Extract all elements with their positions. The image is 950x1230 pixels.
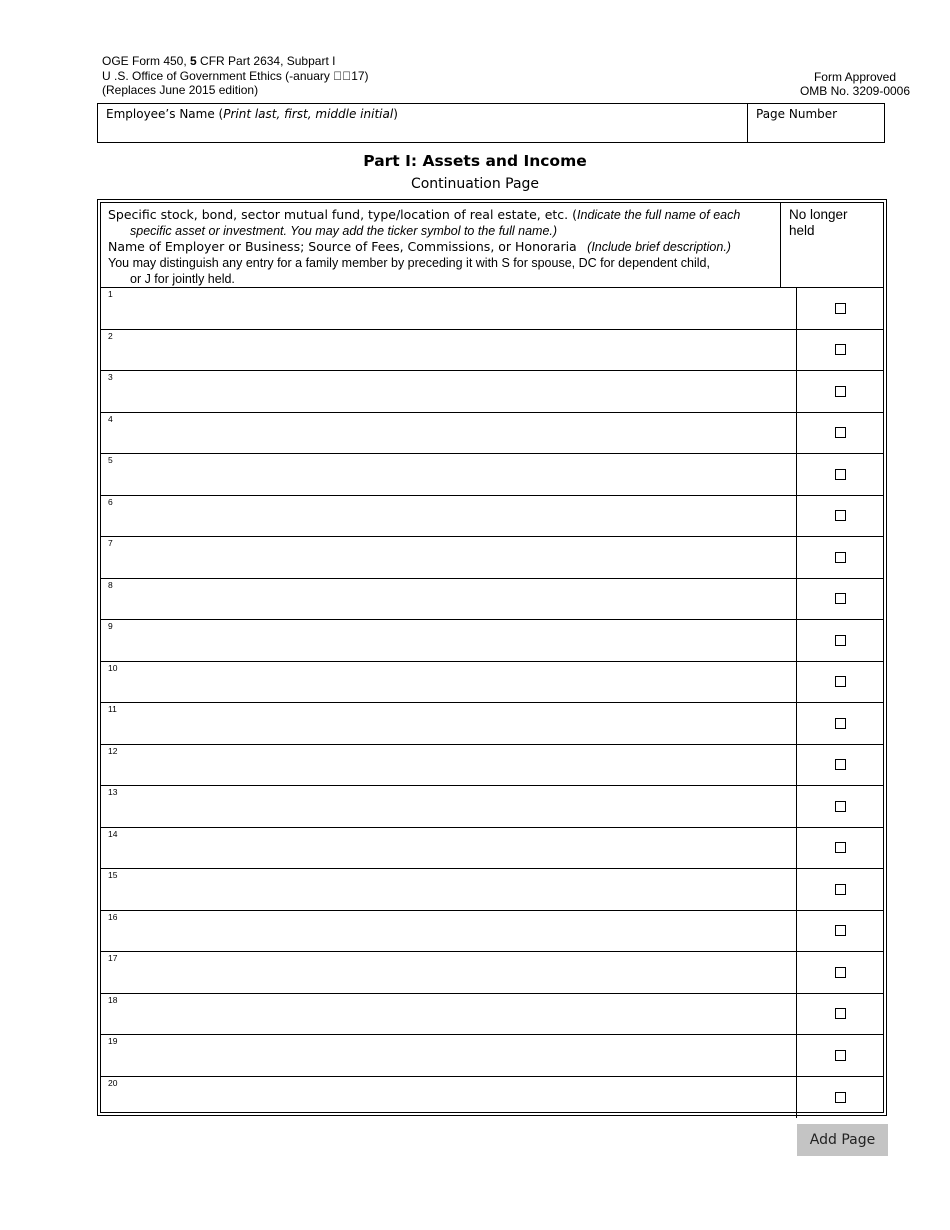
table-row — [101, 371, 883, 413]
row-number: 15 — [108, 870, 118, 880]
no-longer-held-checkbox[interactable] — [835, 801, 846, 812]
entry-field[interactable] — [101, 454, 797, 495]
entry-field[interactable] — [101, 330, 797, 371]
no-longer-held-cell — [797, 745, 883, 786]
no-longer-held-cell — [797, 288, 883, 329]
page-title: Part I: Assets and Income — [363, 152, 587, 170]
no-longer-held-checkbox[interactable] — [835, 718, 846, 729]
no-longer-held-cell — [797, 828, 883, 869]
table-row — [101, 579, 883, 621]
table-row — [101, 454, 883, 496]
entry-field[interactable] — [101, 662, 797, 703]
entry-field[interactable] — [101, 1035, 797, 1076]
row-number: 2 — [108, 330, 113, 341]
table-row — [101, 537, 883, 579]
no-longer-held-checkbox[interactable] — [835, 510, 846, 521]
add-page-button[interactable]: Add Page — [797, 1124, 888, 1156]
no-longer-held-checkbox[interactable] — [835, 925, 846, 936]
no-longer-held-cell — [797, 952, 883, 993]
entry-field[interactable] — [101, 579, 797, 620]
row-number: 5 — [108, 455, 113, 465]
row-number: 19 — [108, 1036, 118, 1046]
no-longer-held-checkbox[interactable] — [835, 635, 846, 646]
row-number: 10 — [108, 662, 118, 673]
no-longer-held-cell — [797, 662, 883, 703]
row-number: 11 — [108, 704, 117, 714]
table-header-row — [101, 203, 883, 288]
table-row — [101, 330, 883, 372]
entry-field[interactable] — [101, 869, 797, 910]
assets-income-table-frame — [97, 199, 887, 1116]
no-longer-held-checkbox[interactable] — [835, 303, 846, 314]
table-row — [101, 786, 883, 828]
table-row — [101, 662, 883, 704]
form-header-left — [102, 54, 369, 98]
no-longer-held-checkbox[interactable] — [835, 1008, 846, 1019]
no-longer-held-checkbox[interactable] — [835, 552, 846, 563]
no-longer-held-cell — [797, 994, 883, 1035]
entry-field[interactable] — [101, 496, 797, 537]
no-longer-held-cell — [797, 413, 883, 454]
row-number: 16 — [108, 911, 118, 922]
table-rows — [101, 288, 883, 1118]
row-number: 13 — [108, 787, 118, 797]
entry-field[interactable] — [101, 703, 797, 744]
entry-field[interactable] — [101, 288, 797, 329]
no-longer-held-cell — [797, 537, 883, 578]
no-longer-held-cell — [797, 579, 883, 620]
row-number: 9 — [108, 621, 113, 631]
no-longer-held-cell — [797, 786, 883, 827]
table-row — [101, 496, 883, 538]
page-number-field[interactable]: Page Number — [756, 107, 838, 121]
entry-field[interactable] — [101, 371, 797, 412]
no-longer-held-checkbox[interactable] — [835, 344, 846, 355]
table-row — [101, 911, 883, 953]
row-number: 8 — [108, 579, 113, 590]
no-longer-held-cell — [797, 1035, 883, 1076]
table-row — [101, 994, 883, 1036]
office-line: U .S. Office of Government Ethics (-anuary   17) — [102, 68, 369, 83]
no-longer-held-checkbox[interactable] — [835, 884, 846, 895]
entry-field[interactable] — [101, 745, 797, 786]
row-number: 12 — [108, 745, 118, 756]
table-row — [101, 745, 883, 787]
page-subtitle: Continuation Page — [410, 176, 540, 192]
entry-field[interactable] — [101, 1077, 797, 1119]
entry-field[interactable] — [101, 413, 797, 454]
row-number: 1 — [108, 289, 113, 299]
no-longer-held-cell — [797, 911, 883, 952]
no-longer-held-checkbox[interactable] — [835, 386, 846, 397]
table-row — [101, 620, 883, 662]
replaces-line: (Replaces June 2015 edition) — [102, 83, 259, 97]
no-longer-held-checkbox[interactable] — [835, 967, 846, 978]
row-number: 17 — [108, 953, 118, 963]
table-row — [101, 703, 883, 745]
no-longer-held-header: No longer held — [789, 207, 848, 238]
no-longer-held-checkbox[interactable] — [835, 1050, 846, 1061]
no-longer-held-checkbox[interactable] — [835, 1092, 846, 1103]
no-longer-held-cell — [797, 496, 883, 537]
no-longer-held-checkbox[interactable] — [835, 759, 846, 770]
row-number: 4 — [108, 413, 113, 424]
no-longer-held-cell — [797, 371, 883, 412]
entry-field[interactable] — [101, 537, 797, 578]
no-longer-held-checkbox[interactable] — [835, 593, 846, 604]
omb-number: OMB No. 3209-0006 — [799, 84, 911, 98]
no-longer-held-checkbox[interactable] — [835, 842, 846, 853]
form-approved-text: Form Approved — [813, 70, 897, 84]
no-longer-held-cell — [797, 869, 883, 910]
entry-field[interactable] — [101, 786, 797, 827]
row-number: 7 — [108, 538, 113, 548]
row-number: 3 — [108, 372, 113, 382]
employee-name-field[interactable]: Employee’s Name (Print last, first, middle initial) — [98, 104, 748, 142]
entry-field[interactable] — [101, 952, 797, 993]
entry-field[interactable] — [101, 620, 797, 661]
assets-income-table — [100, 202, 884, 1113]
entry-field[interactable] — [101, 994, 797, 1035]
no-longer-held-checkbox[interactable] — [835, 469, 846, 480]
no-longer-held-cell — [797, 703, 883, 744]
table-row — [101, 288, 883, 330]
form-identifier: OGE Form 450, 5 CFR Part 2634, Subpart I — [102, 54, 336, 68]
row-number: 6 — [108, 496, 113, 507]
table-row — [101, 1077, 883, 1119]
form-header-right — [780, 70, 930, 98]
table-row — [101, 869, 883, 911]
table-row — [101, 828, 883, 870]
no-longer-held-cell — [797, 454, 883, 495]
row-number: 18 — [108, 994, 118, 1005]
entry-field[interactable] — [101, 911, 797, 952]
table-row — [101, 1035, 883, 1077]
no-longer-held-cell — [797, 1077, 883, 1119]
no-longer-held-checkbox[interactable] — [835, 676, 846, 687]
no-longer-held-cell — [797, 330, 883, 371]
table-row — [101, 413, 883, 455]
row-number: 14 — [108, 828, 118, 839]
no-longer-held-cell — [797, 620, 883, 661]
table-row — [101, 952, 883, 994]
entry-field[interactable] — [101, 828, 797, 869]
employee-name-box — [97, 103, 885, 143]
description-header: Specific stock, bond, sector mutual fund, type/location of real estate, etc. (Indicate the full name of each specific asset or investment. You may add the ticker symbol to the full name.) Name of Employer or Business; Source of Fees, Commissions, or Honoraria (Include brief description.) You may distinguish any entry for a family member by preceding it with S for spouse, DC for dependent child, or J for jointly held. — [101, 203, 781, 287]
row-number: 20 — [108, 1077, 118, 1088]
no-longer-held-checkbox[interactable] — [835, 427, 846, 438]
